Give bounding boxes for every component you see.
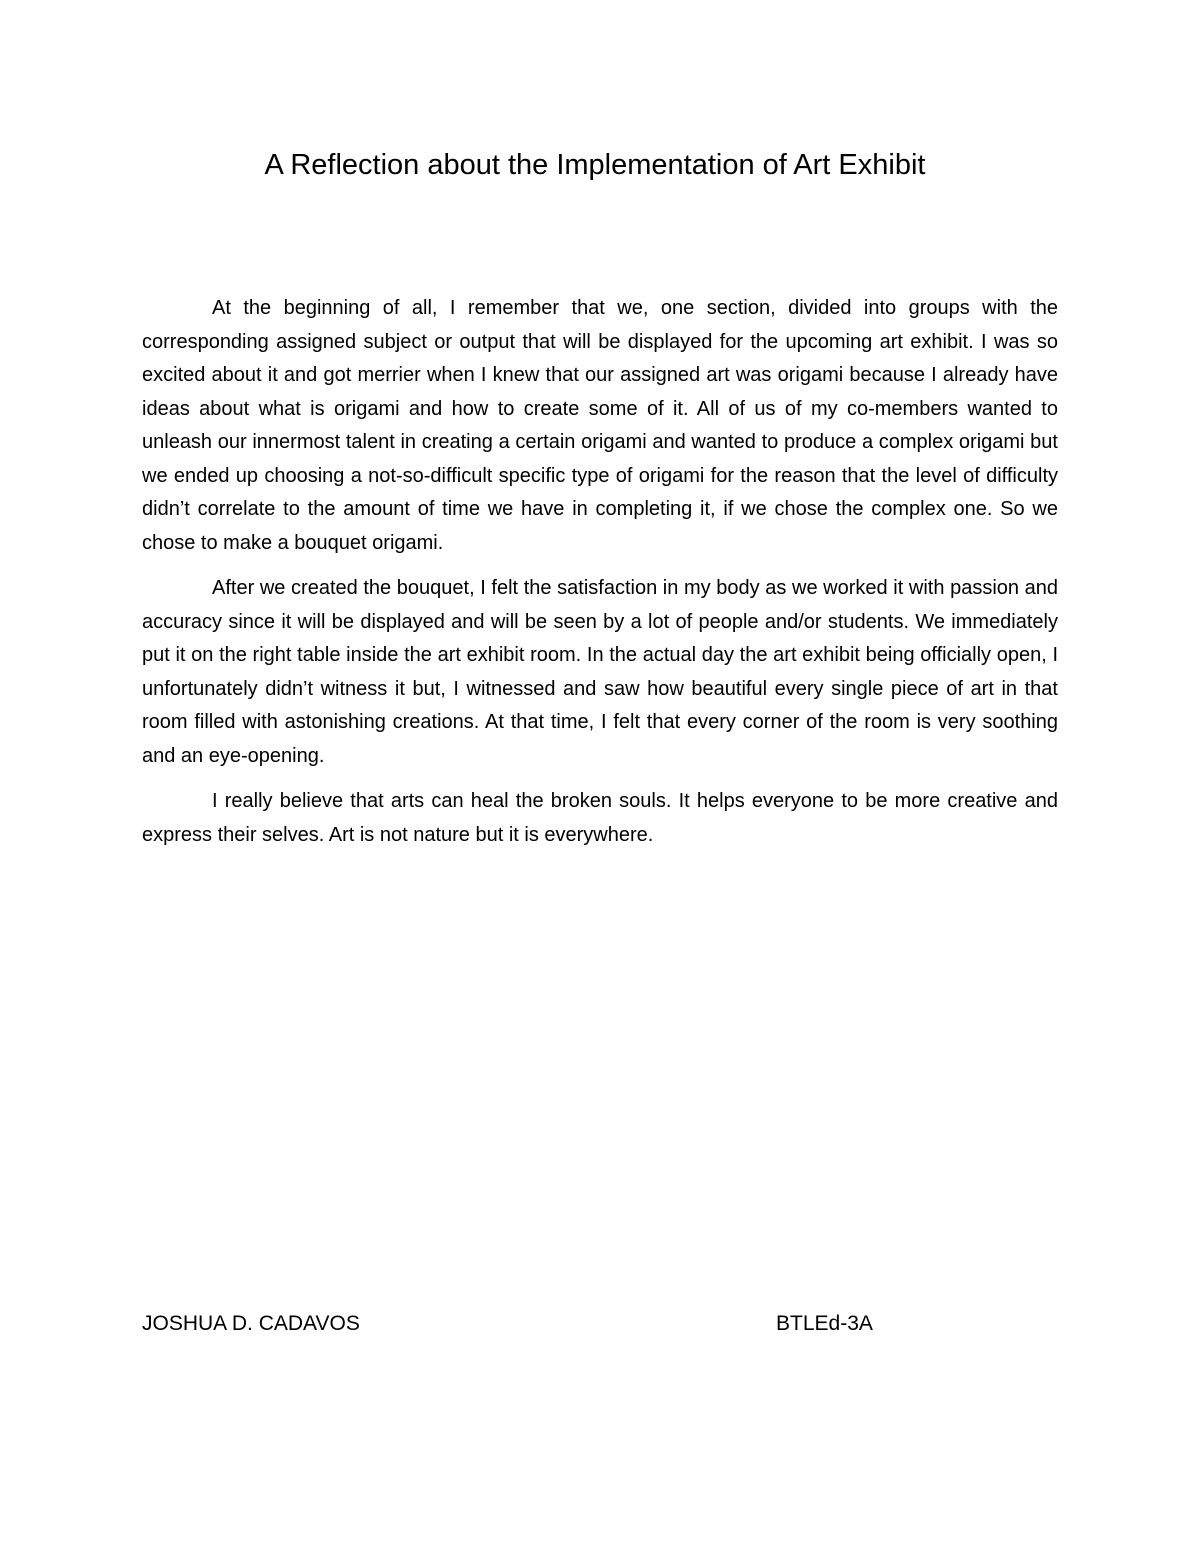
- paragraph-2: After we created the bouquet, I felt the satisfaction in my body as we worked it with passion and accuracy since it will be displayed and will be seen by a lot of people and/or students. We immediately put it on the right table inside the art exhibit room. In the actual day the art exhibit being officially open, I unfortunately didn’t witness it but, I witnessed and saw how beautiful every single piece of art in that room filled with astonishing creations. At that time, I felt that every corner of the room is very soothing and an eye-opening.: [142, 577, 1058, 767]
- paragraph-3: I really believe that arts can heal the broken souls. It helps everyone to be more creative and express their selves. Art is not nature but it is everywhere.: [142, 790, 1058, 846]
- document-title: A Reflection about the Implementation of Art Exhibit: [264, 149, 926, 181]
- author-name: JOSHUA D. CADAVOS: [142, 1312, 360, 1335]
- author-section: BTLEd-3A: [776, 1312, 873, 1335]
- document-body: [142, 292, 1058, 864]
- paragraph-1: At the beginning of all, I remember that we, one section, divided into groups with the corresponding assigned subject or output that will be displayed for the upcoming art exhibit. I was so excited about it and got merrier when I knew that our assigned art was origami because I already have ideas about what is origami and how to create some of it. All of us of my co-members wanted to unleash our innermost talent in creating a certain origami and wanted to produce a complex origami but we ended up choosing a not-so-difficult specific type of origami for the reason that the level of difficulty didn’t correlate to the amount of time we have in completing it, if we chose the complex one. So we chose to make a bouquet origami.: [142, 297, 1058, 554]
